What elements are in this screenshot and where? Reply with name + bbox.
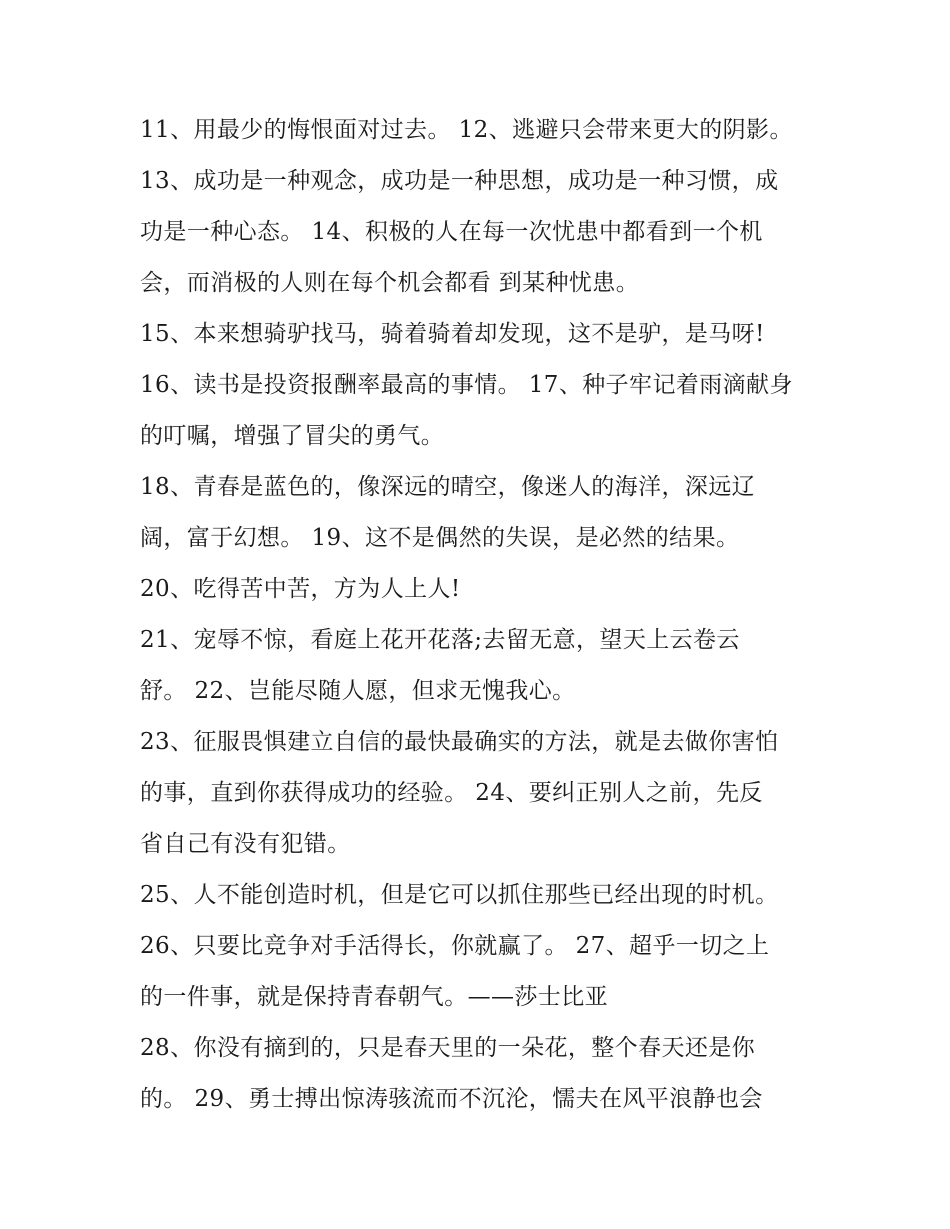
text-line: 的事，直到你获得成功的经验。 24、要纠正别人之前，先反 xyxy=(140,780,763,806)
text-line: 的一件事，就是保持青春朝气。——莎士比亚 xyxy=(140,984,608,1010)
quote-text-block xyxy=(140,108,840,1128)
text-line: 26、只要比竞争对手活得长，你就赢了。 27、超乎一切之上 xyxy=(140,933,770,959)
text-line: 省自己有没有犯错。 xyxy=(140,831,351,857)
text-line: 23、征服畏惧建立自信的最快最确实的方法，就是去做你害怕 xyxy=(140,729,779,755)
text-line: 会，而消极的人则在每个机会都看 到某种忧患。 xyxy=(140,270,640,296)
text-line: 21、宠辱不惊，看庭上花开花落;去留无意，望天上云卷云 xyxy=(140,627,740,653)
text-line: 13、成功是一种观念，成功是一种思想，成功是一种习惯，成 xyxy=(140,168,779,194)
text-line: 15、本来想骑驴找马，骑着骑着却发现，这不是驴，是马呀! xyxy=(140,321,765,347)
text-line: 功是一种心态。 14、积极的人在每一次忧患中都看到一个机 xyxy=(140,219,763,245)
text-line: 28、你没有摘到的，只是春天里的一朵花，整个春天还是你 xyxy=(140,1035,756,1061)
text-line: 20、吃得苦中苦，方为人上人! xyxy=(140,576,461,602)
text-line: 的。 29、勇士搏出惊涛骇流而不沉沦，懦夫在风平浪静也会 xyxy=(140,1086,763,1112)
text-line: 18、青春是蓝色的，像深远的晴空，像迷人的海洋，深远辽 xyxy=(140,474,756,500)
text-line: 舒。 22、岂能尽随人愿，但求无愧我心。 xyxy=(140,678,576,704)
text-line: 16、读书是投资报酬率最高的事情。 17、种子牢记着雨滴献身 xyxy=(140,372,793,398)
text-line: 25、人不能创造时机，但是它可以抓住那些已经出现的时机。 xyxy=(140,882,779,908)
text-line: 11、用最少的悔恨面对过去。 12、逃避只会带来更大的阴影。 xyxy=(140,117,793,143)
text-line: 阔，富于幻想。 19、这不是偶然的失误，是必然的结果。 xyxy=(140,525,740,551)
text-line: 的叮嘱，增强了冒尖的勇气。 xyxy=(140,423,445,449)
